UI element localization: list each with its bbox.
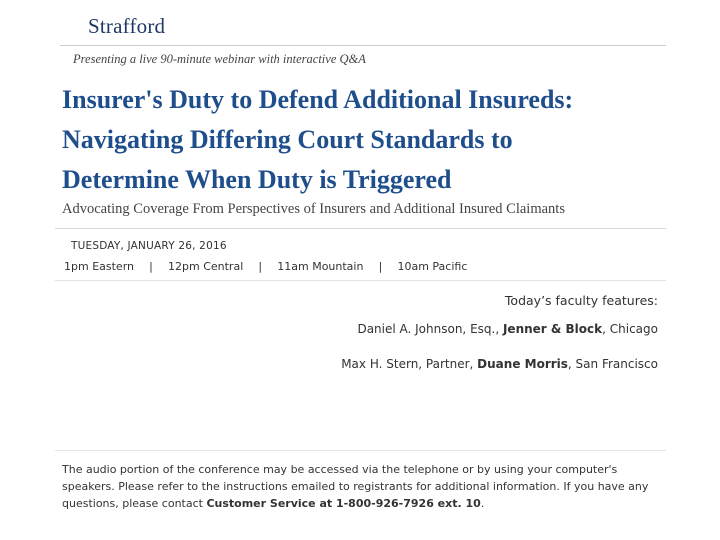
faculty-member [341, 357, 658, 371]
header-divider [60, 45, 666, 46]
footer-end: . [480, 497, 485, 510]
webinar-title [62, 80, 712, 200]
strafford-logo: Strafford [88, 14, 166, 38]
webinar-date: TUESDAY, JANUARY 26, 2016 [71, 240, 227, 252]
time-central: 12pm Central [168, 260, 244, 273]
title-divider [55, 228, 666, 229]
time-separator: | [378, 260, 383, 273]
faculty-firm: Duane Morris [477, 357, 568, 371]
footer-text: The audio portion of the conference may be accessed via the telephone or by using your computer's speakers. Please refer to the instructions emailed to registrants for additional information. If you have any questions, please contact [62, 463, 649, 510]
faculty-city: , Chicago [602, 322, 658, 336]
time-mountain: 11am Mountain [277, 260, 364, 273]
webinar-times [64, 260, 467, 273]
title-line-2: Navigating Differing Court Standards to [62, 125, 513, 154]
faculty-city: , San Francisco [567, 357, 658, 371]
title-line-1: Insurer's Duty to Defend Additional Insureds: [62, 85, 574, 114]
title-line-3: Determine When Duty is Triggered [62, 165, 452, 194]
audio-instructions [62, 461, 662, 512]
schedule-divider [55, 280, 666, 281]
time-pacific: 10am Pacific [397, 260, 468, 273]
time-separator: | [149, 260, 153, 273]
footer-divider [55, 450, 666, 451]
time-separator: | [258, 260, 263, 273]
faculty-heading: Today’s faculty features: [504, 293, 658, 308]
time-eastern: 1pm Eastern [64, 260, 134, 273]
faculty-firm: Jenner & Block [502, 322, 603, 336]
webinar-tagline: Presenting a live 90-minute webinar with interactive Q&A [73, 52, 366, 66]
faculty-member [357, 322, 658, 336]
customer-service-contact: Customer Service at 1-800-926-7926 ext. 10 [206, 497, 481, 510]
faculty-name: Max H. Stern, Partner, [341, 357, 478, 371]
webinar-subtitle: Advocating Coverage From Perspectives of Insurers and Additional Insured Claimants [62, 201, 565, 217]
faculty-name: Daniel A. Johnson, Esq., [357, 322, 503, 336]
